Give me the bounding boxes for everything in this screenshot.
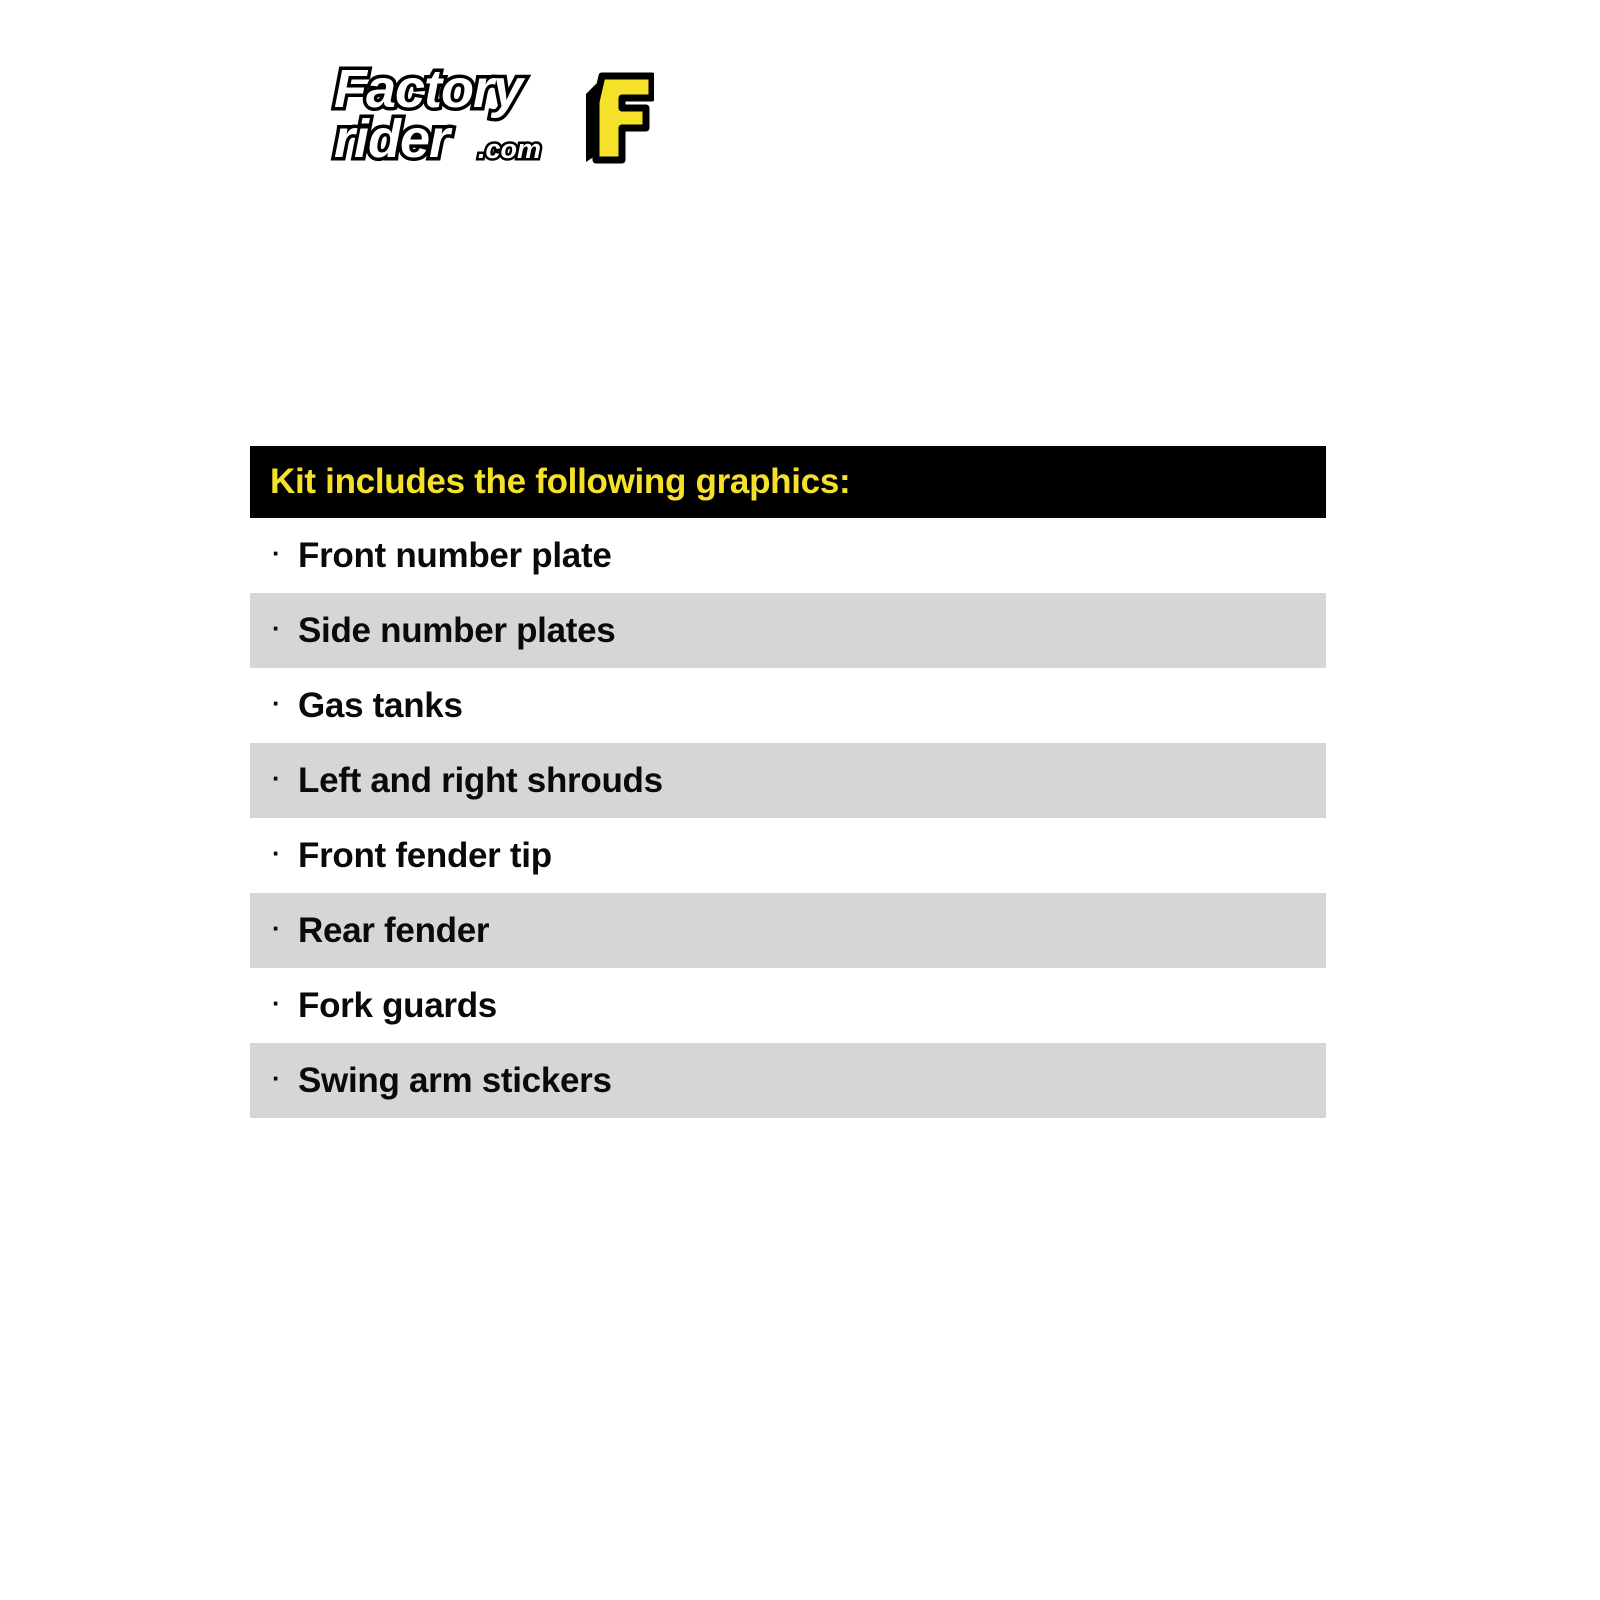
kit-includes-panel bbox=[250, 446, 1326, 1118]
bullet-icon: · bbox=[272, 612, 281, 643]
logo-dotcom: .com bbox=[478, 134, 542, 164]
list-item bbox=[250, 518, 1326, 593]
list-item bbox=[250, 593, 1326, 668]
list-item-label: Rear fender bbox=[298, 910, 490, 950]
bullet-icon: · bbox=[272, 912, 281, 943]
site-logo bbox=[330, 59, 660, 174]
list-item-label: Left and right shrouds bbox=[298, 760, 663, 800]
bullet-icon: · bbox=[272, 1062, 281, 1093]
list-item bbox=[250, 743, 1326, 818]
bullet-icon: · bbox=[272, 762, 281, 793]
bullet-icon: · bbox=[272, 987, 281, 1018]
logo-line-factory: Factory bbox=[334, 59, 523, 119]
list-item-label: Swing arm stickers bbox=[298, 1060, 612, 1100]
logo-line-rider: rider bbox=[334, 109, 450, 169]
list-item-label: Side number plates bbox=[298, 610, 616, 650]
list-item bbox=[250, 668, 1326, 743]
list-item bbox=[250, 968, 1326, 1043]
page-title: Kit includes the following graphics: bbox=[270, 462, 851, 501]
list-item bbox=[250, 893, 1326, 968]
list-item bbox=[250, 818, 1326, 893]
list-item-label: Fork guards bbox=[298, 985, 497, 1025]
kit-items-list bbox=[250, 518, 1326, 1118]
fr-monogram-icon bbox=[582, 72, 654, 164]
panel-header bbox=[250, 446, 1326, 518]
bullet-icon: · bbox=[272, 837, 281, 868]
list-item-label: Front fender tip bbox=[298, 835, 552, 875]
list-item bbox=[250, 1043, 1326, 1118]
bullet-icon: · bbox=[272, 537, 281, 568]
bullet-icon: · bbox=[272, 687, 281, 718]
list-item-label: Gas tanks bbox=[298, 685, 463, 725]
list-item-label: Front number plate bbox=[298, 535, 612, 575]
